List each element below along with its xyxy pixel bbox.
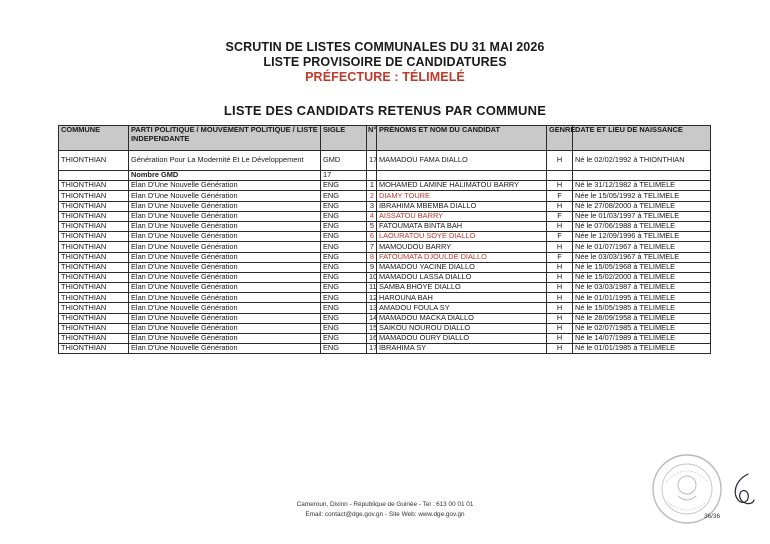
cell-commune: THIONTHIAN (59, 323, 129, 333)
cell-parti: Elan D'Une Nouvelle Génération (129, 313, 321, 323)
cell-candidat: LAOURATOU SOYE DIALLO (377, 232, 547, 242)
col-header-naissance: DATE ET LIEU DE NAISSANCE (573, 126, 711, 151)
cell-genre: H (547, 293, 573, 303)
cell-sigle: ENG (321, 232, 367, 242)
cell-empty (377, 171, 547, 181)
cell-naissance: Né le 03/03/1987 à TELIMELE (573, 283, 711, 293)
cell-genre: F (547, 252, 573, 262)
cell-candidat: MAMOUDOU BARRY (377, 242, 547, 252)
cell-numero: 13 (367, 303, 377, 313)
col-header-sigle: SIGLE (321, 126, 367, 151)
cell-naissance: Né le 02/07/1985 à TELIMELE (573, 323, 711, 333)
cell-commune: THIONTHIAN (59, 181, 129, 191)
cell-parti: Elan D'Une Nouvelle Génération (129, 181, 321, 191)
cell-parti: Elan D'Une Nouvelle Génération (129, 242, 321, 252)
table-header-row (59, 126, 711, 151)
cell-numero: 4 (367, 211, 377, 221)
table-subtitle: LISTE DES CANDIDATS RETENUS PAR COMMUNE (223, 103, 547, 118)
cell-genre: H (547, 313, 573, 323)
cell-sigle: ENG (321, 313, 367, 323)
table-row (59, 334, 711, 344)
prefecture-title: PRÉFECTURE : TÉLIMELÉ (305, 70, 465, 84)
cell-numero: 17 (367, 151, 377, 171)
table-row (59, 221, 711, 231)
cell-numero: 9 (367, 262, 377, 272)
cell-commune: THIONTHIAN (59, 221, 129, 231)
table-row (59, 344, 711, 354)
cell-parti: Elan D'Une Nouvelle Génération (129, 293, 321, 303)
table-row (59, 303, 711, 313)
table-row (59, 293, 711, 303)
col-header-candidat: PRÉNOMS ET NOM DU CANDIDAT (377, 126, 547, 151)
table-row (59, 181, 711, 191)
cell-commune: THIONTHIAN (59, 191, 129, 201)
footer-contact: Email: contact@dge.gov.gn - Site Web: www.dge.gov.gn (305, 511, 465, 518)
cell-naissance: Né le 01/01/1995 à TELIMELE (573, 293, 711, 303)
table-row (59, 283, 711, 293)
table-row (59, 191, 711, 201)
cell-sigle: ENG (321, 283, 367, 293)
cell-sigle: ENG (321, 242, 367, 252)
cell-parti: Elan D'Une Nouvelle Génération (129, 283, 321, 293)
cell-commune: THIONTHIAN (59, 242, 129, 252)
cell-genre: H (547, 151, 573, 171)
cell-sigle: ENG (321, 201, 367, 211)
cell-genre: H (547, 221, 573, 231)
title-line-2: LISTE PROVISOIRE DE CANDIDATURES (263, 55, 507, 69)
cell-parti: Elan D'Une Nouvelle Génération (129, 221, 321, 231)
cell-parti: Elan D'Une Nouvelle Génération (129, 303, 321, 313)
cell-genre: F (547, 211, 573, 221)
cell-genre: F (547, 232, 573, 242)
cell-naissance: Né le 07/06/1988 à TELIMELE (573, 221, 711, 231)
cell-sigle: ENG (321, 252, 367, 262)
cell-numero: 12 (367, 293, 377, 303)
cell-naissance: Né le 01/07/1967 à TELIMELE (573, 242, 711, 252)
cell-commune: THIONTHIAN (59, 272, 129, 282)
cell-numero: 5 (367, 221, 377, 231)
cell-genre: H (547, 272, 573, 282)
cell-commune: THIONTHIAN (59, 303, 129, 313)
cell-commune: THIONTHIAN (59, 313, 129, 323)
cell-numero: 15 (367, 323, 377, 333)
table-row (59, 313, 711, 323)
cell-empty (573, 171, 711, 181)
cell-genre: H (547, 323, 573, 333)
cell-empty (367, 171, 377, 181)
cell-parti: Elan D'Une Nouvelle Génération (129, 262, 321, 272)
cell-commune: THIONTHIAN (59, 344, 129, 354)
cell-candidat: HAROUNA BAH (377, 293, 547, 303)
cell-commune: THIONTHIAN (59, 232, 129, 242)
cell-sigle: ENG (321, 303, 367, 313)
cell-naissance: Né le 14/07/1989 à TELIMELE (573, 334, 711, 344)
page-number: 36/36 (704, 513, 720, 520)
cell-parti: Elan D'Une Nouvelle Génération (129, 252, 321, 262)
cell-candidat: AMADOU FOULA SY (377, 303, 547, 313)
cell-candidat: MAMADOU LASSA DIALLO (377, 272, 547, 282)
cell-naissance: Né le 15/05/1985 à TELIMELE (573, 303, 711, 313)
cell-candidat: SAIKOU NOUROU DIALLO (377, 323, 547, 333)
cell-sigle: GMD (321, 151, 367, 171)
cell-parti: Elan D'Une Nouvelle Génération (129, 344, 321, 354)
cell-numero: 11 (367, 283, 377, 293)
cell-total-label: Nombre GMD (129, 171, 321, 181)
cell-commune: THIONTHIAN (59, 151, 129, 171)
cell-genre: H (547, 201, 573, 211)
cell-candidat: IBRAHIMA MBEMBA DIALLO (377, 201, 547, 211)
cell-sigle: ENG (321, 272, 367, 282)
cell-empty (547, 171, 573, 181)
cell-sigle: ENG (321, 191, 367, 201)
title-line-1: SCRUTIN DE LISTES COMMUNALES DU 31 MAI 2026 (225, 40, 545, 54)
cell-parti: Elan D'Une Nouvelle Génération (129, 201, 321, 211)
cell-candidat: MAMADOU MACKA DIALLO (377, 313, 547, 323)
cell-sigle: ENG (321, 323, 367, 333)
cell-total-count: 17 (321, 171, 367, 181)
cell-genre: H (547, 283, 573, 293)
cell-candidat: FATOUMATA DJOULDE DIALLO (377, 252, 547, 262)
col-header-commune: COMMUNE (59, 126, 129, 151)
table-row (59, 232, 711, 242)
col-header-genre: GENRE (547, 126, 573, 151)
candidates-table (58, 125, 711, 354)
cell-parti: Elan D'Une Nouvelle Génération (129, 211, 321, 221)
cell-parti: Elan D'Une Nouvelle Génération (129, 334, 321, 344)
cell-genre: H (547, 303, 573, 313)
cell-commune: THIONTHIAN (59, 252, 129, 262)
col-header-parti: PARTI POLITIQUE / MOUVEMENT POLITIQUE / LISTE INDEPENDANTE (129, 126, 321, 151)
table-row-gmd (59, 151, 711, 171)
cell-naissance: Né le 15/02/2000 à TELIMELE (573, 272, 711, 282)
cell-parti: Elan D'Une Nouvelle Génération (129, 191, 321, 201)
cell-genre: H (547, 181, 573, 191)
cell-sigle: ENG (321, 334, 367, 344)
cell-parti: Génération Pour La Modernité Et Le Développement (129, 151, 321, 171)
cell-candidat: FATOUMATA BINTA BAH (377, 221, 547, 231)
cell-commune: THIONTHIAN (59, 211, 129, 221)
cell-numero: 17 (367, 344, 377, 354)
cell-sigle: ENG (321, 262, 367, 272)
cell-genre: H (547, 344, 573, 354)
cell-genre: H (547, 242, 573, 252)
cell-candidat: AISSATOU BARRY (377, 211, 547, 221)
cell-sigle: ENG (321, 181, 367, 191)
cell-commune: THIONTHIAN (59, 262, 129, 272)
cell-naissance: Né le 31/12/1982 à TELIMELE (573, 181, 711, 191)
cell-numero: 10 (367, 272, 377, 282)
cell-candidat: MOHAMED LAMINE HALIMATOU BARRY (377, 181, 547, 191)
table-row-total-gmd (59, 171, 711, 181)
cell-genre: F (547, 191, 573, 201)
cell-numero: 3 (367, 201, 377, 211)
cell-parti: Elan D'Une Nouvelle Génération (129, 323, 321, 333)
cell-sigle: ENG (321, 344, 367, 354)
cell-naissance: Né le 15/05/1968 à TELIMELE (573, 262, 711, 272)
cell-parti: Elan D'Une Nouvelle Génération (129, 232, 321, 242)
table-row (59, 262, 711, 272)
cell-numero: 14 (367, 313, 377, 323)
cell-naissance: Né le 02/02/1992 à THIONTHIAN (573, 151, 711, 171)
cell-numero: 2 (367, 191, 377, 201)
cell-commune: THIONTHIAN (59, 293, 129, 303)
table-row (59, 323, 711, 333)
footer-address: Cameroun, Dixinn - République de Guinée - Tel : 613 00 01 01 (296, 501, 474, 508)
page-footer (0, 500, 770, 520)
cell-empty (59, 171, 129, 181)
cell-candidat: MAMADOU YACINE DIALLO (377, 262, 547, 272)
cell-genre: H (547, 334, 573, 344)
cell-commune: THIONTHIAN (59, 201, 129, 211)
cell-naissance: Née le 01/03/1997 à TELIMELE (573, 211, 711, 221)
cell-naissance: Née le 03/03/1967 à TELIMELE (573, 252, 711, 262)
cell-commune: THIONTHIAN (59, 283, 129, 293)
col-header-numero: N° (367, 126, 377, 151)
table-row (59, 242, 711, 252)
cell-candidat: MAMADOU OURY DIALLO (377, 334, 547, 344)
cell-naissance: Né le 01/01/1985 à TELIMELE (573, 344, 711, 354)
cell-numero: 1 (367, 181, 377, 191)
cell-sigle: ENG (321, 293, 367, 303)
cell-candidat: MAMADOU FAMA DIALLO (377, 151, 547, 171)
cell-candidat: IBRAHIMA SY (377, 344, 547, 354)
cell-candidat: SAMBA BHOYE DIALLO (377, 283, 547, 293)
cell-numero: 8 (367, 252, 377, 262)
table-row (59, 272, 711, 282)
cell-sigle: ENG (321, 221, 367, 231)
table-row (59, 201, 711, 211)
cell-commune: THIONTHIAN (59, 334, 129, 344)
cell-candidat: DIAMY TOURE (377, 191, 547, 201)
cell-sigle: ENG (321, 211, 367, 221)
table-row (59, 211, 711, 221)
cell-numero: 7 (367, 242, 377, 252)
cell-naissance: Né le 27/08/2000 à TELIMELE (573, 201, 711, 211)
document-title-block (0, 40, 770, 85)
cell-numero: 16 (367, 334, 377, 344)
cell-naissance: Né le 28/09/1958 à TELIMELE (573, 313, 711, 323)
cell-naissance: Née le 12/09/1996 à TELIMELE (573, 232, 711, 242)
cell-numero: 6 (367, 232, 377, 242)
table-row (59, 252, 711, 262)
cell-parti: Elan D'Une Nouvelle Génération (129, 272, 321, 282)
cell-genre: H (547, 262, 573, 272)
cell-naissance: Née le 15/05/1992 à TELIMELE (573, 191, 711, 201)
